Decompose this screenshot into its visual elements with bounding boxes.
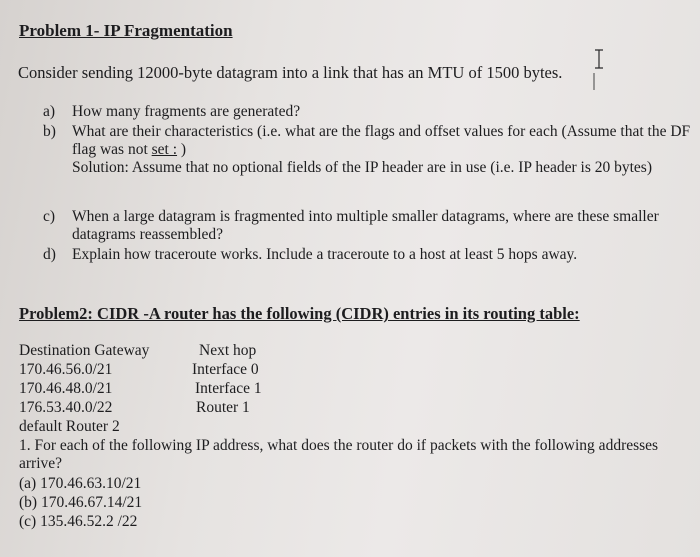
routing-table-row-3-next-hop: Router 1 bbox=[196, 399, 250, 416]
routing-table-row-2-destination: 170.46.48.0/21 bbox=[19, 380, 113, 397]
i-beam-cursor-icon bbox=[592, 49, 606, 91]
address-a: (a) 170.46.63.10/21 bbox=[19, 475, 142, 492]
item-marker: c) bbox=[43, 208, 56, 225]
item-b-text-end: ) bbox=[177, 141, 187, 158]
item-text: How many fragments are generated? bbox=[72, 103, 301, 120]
problem1-item-b bbox=[43, 123, 693, 177]
address-c: (c) 135.46.52.2 /22 bbox=[19, 513, 138, 530]
problem2-title: Problem2: CIDR -A router has the following (CIDR) entries in its routing table: bbox=[19, 304, 580, 323]
item-b-solution: Solution: Assume that no optional fields of the IP header are in use (i.e. IP header is 20 bytes) bbox=[72, 159, 652, 176]
problem1-item-c bbox=[43, 208, 693, 244]
item-b-underlined-text: set : bbox=[151, 141, 178, 158]
problem1-item-a bbox=[43, 103, 693, 121]
routing-table-row-1-next-hop: Interface 0 bbox=[192, 361, 259, 378]
problem1-item-d bbox=[43, 246, 693, 264]
routing-table-row-1-destination: 170.46.56.0/21 bbox=[19, 361, 113, 378]
problem2-question: 1. For each of the following IP address, what does the router do if packets with the following addresses arrive? bbox=[19, 437, 659, 472]
routing-table-header-next-hop: Next hop bbox=[199, 342, 257, 359]
item-marker: b) bbox=[43, 123, 56, 140]
item-marker: a) bbox=[43, 103, 56, 120]
item-marker: d) bbox=[43, 246, 56, 263]
routing-table-row-2-next-hop: Interface 1 bbox=[195, 380, 262, 397]
item-text: Explain how traceroute works. Include a traceroute to a host at least 5 hops away. bbox=[72, 246, 578, 263]
problem1-intro: Consider sending 12000-byte datagram into a link that has an MTU of 1500 bytes. bbox=[18, 63, 563, 82]
problem1-title: Problem 1- IP Fragmentation bbox=[19, 21, 233, 40]
item-b-text: What are their characteristics (i.e. what are the flags and offset values for each (Assume that the DF flag was not bbox=[72, 123, 691, 158]
routing-table-header-destination: Destination Gateway bbox=[19, 342, 150, 359]
item-text bbox=[72, 123, 692, 177]
routing-table-default-row: default Router 2 bbox=[19, 418, 120, 435]
routing-table-row-3-destination: 176.53.40.0/22 bbox=[19, 399, 113, 416]
address-b: (b) 170.46.67.14/21 bbox=[19, 494, 143, 511]
item-text: When a large datagram is fragmented into multiple smaller datagrams, where are these smaller datagrams reassembled? bbox=[72, 208, 659, 243]
